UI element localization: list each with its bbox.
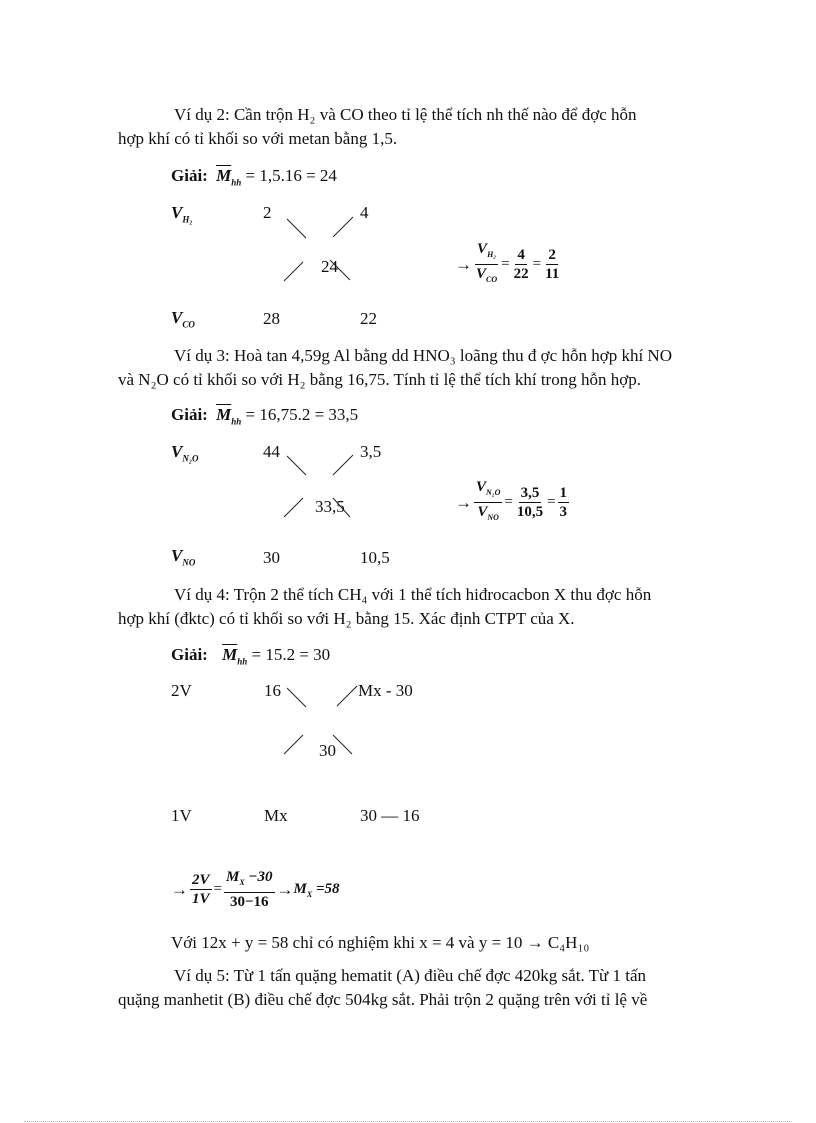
ex4-row2-label: 1V: [171, 806, 192, 825]
ex2-mbar: $\overline{M}$: [216, 166, 232, 185]
ex3-solution: Giải: $\overline{M}_{hh} = 16,75.2 = 33,5$: [171, 405, 359, 427]
ex4-row1-right: Mx - 30: [358, 681, 413, 700]
ex4-line1: Ví dụ 4: Trộn 2 thể tích CH₄ với 1 thể tích hiđrocacbon X thu đợc hỗn: [174, 585, 652, 604]
ex3-center: 33,5: [315, 497, 345, 516]
ex2-equation: = 1,5.16 = 24: [245, 166, 337, 185]
ex3-row1-left: 44: [263, 442, 280, 461]
ex3-row2-left: 30: [263, 548, 280, 567]
ex2-line1: Ví dụ 2: Cần trộn H₂ và CO theo tỉ lệ thể tích nh thế nào để đợc hỗn: [174, 105, 637, 124]
ex4-equation: → $\frac{2V}{1V}$ = $\frac{M_X -30}{30-16}$ → $M_X =58$: [171, 869, 340, 910]
ex4-center: 30: [319, 741, 336, 760]
ex3-line1: Ví dụ 3: Hoà tan 4,59g Al bằng dd HNO₃ loãng thu đ ợc hỗn hợp khí NO: [174, 346, 672, 365]
ex4-row2-left: Mx: [264, 806, 288, 825]
ex4-solution: Giải: $\overline{M}_{hh} = 15.2 = 30$: [171, 645, 331, 667]
ex3-line2: và N₂O có tỉ khối so với H₂ bằng 16,75. Tính tỉ lệ thể tích khí trong hỗn hợp.: [118, 370, 641, 389]
ex3-row2-right: 10,5: [360, 548, 390, 567]
ex2-line2: hợp khí có tỉ khối so với metan bằng 1,5.: [118, 129, 398, 148]
ex3-row1-label: $V_{N_2O}$: [171, 442, 199, 464]
ex3-ratio: → $V_{N_2O}$ $V_{NO}$ = $\frac{3,5}{10,5}$ = $\frac{1}{3}$: [455, 479, 568, 522]
ex4-row1-label: 2V: [171, 681, 192, 700]
ex3-row2-label: $V_{NO}$: [171, 546, 196, 568]
ex4-row1-left: 16: [264, 681, 281, 700]
ex2-row2-right: 22: [360, 309, 377, 328]
ex3-row1-right: 3,5: [360, 442, 382, 461]
ex2-row1-left: 2: [263, 203, 272, 222]
page-footer-divider: [24, 1121, 792, 1122]
ex2-solution: [171, 164, 337, 194]
ex2-row2-label: $V_{CO}$: [171, 308, 195, 330]
ex2-row1-label: $V_{H_2}$: [171, 203, 193, 225]
ex2-ratio: → $V_{H_2}$ $V_{CO}$ = $\frac{4}{22}$ = $\frac{2}{11}$: [455, 241, 560, 284]
ex5-line2: quặng manhetit (B) điều chế đợc 504kg sắt. Phải trộn 2 quặng trên với tỉ lệ về: [118, 990, 648, 1009]
ex2-mbar-sub: hh: [231, 177, 242, 188]
ex4-conclusion: Với 12x + y = 58 chỉ có nghiệm khi x = 4 và y = 10 → C₄H₁₀: [171, 933, 590, 952]
ex2-giai-label: Giải:: [171, 166, 208, 185]
ex4-row2-right: 30 — 16: [360, 806, 420, 825]
ex4-line2: hợp khí (đktc) có tỉ khối so với H₂ bằng 15. Xác định CTPT của X.: [118, 609, 575, 628]
ex2-center: 24: [321, 257, 338, 276]
ex5-line1: Ví dụ 5: Từ 1 tấn quặng hematit (A) điều chế đợc 420kg sắt. Từ 1 tấn: [174, 966, 646, 985]
ex2-row2-left: 28: [263, 309, 280, 328]
ex2-row1-right: 4: [360, 203, 369, 222]
